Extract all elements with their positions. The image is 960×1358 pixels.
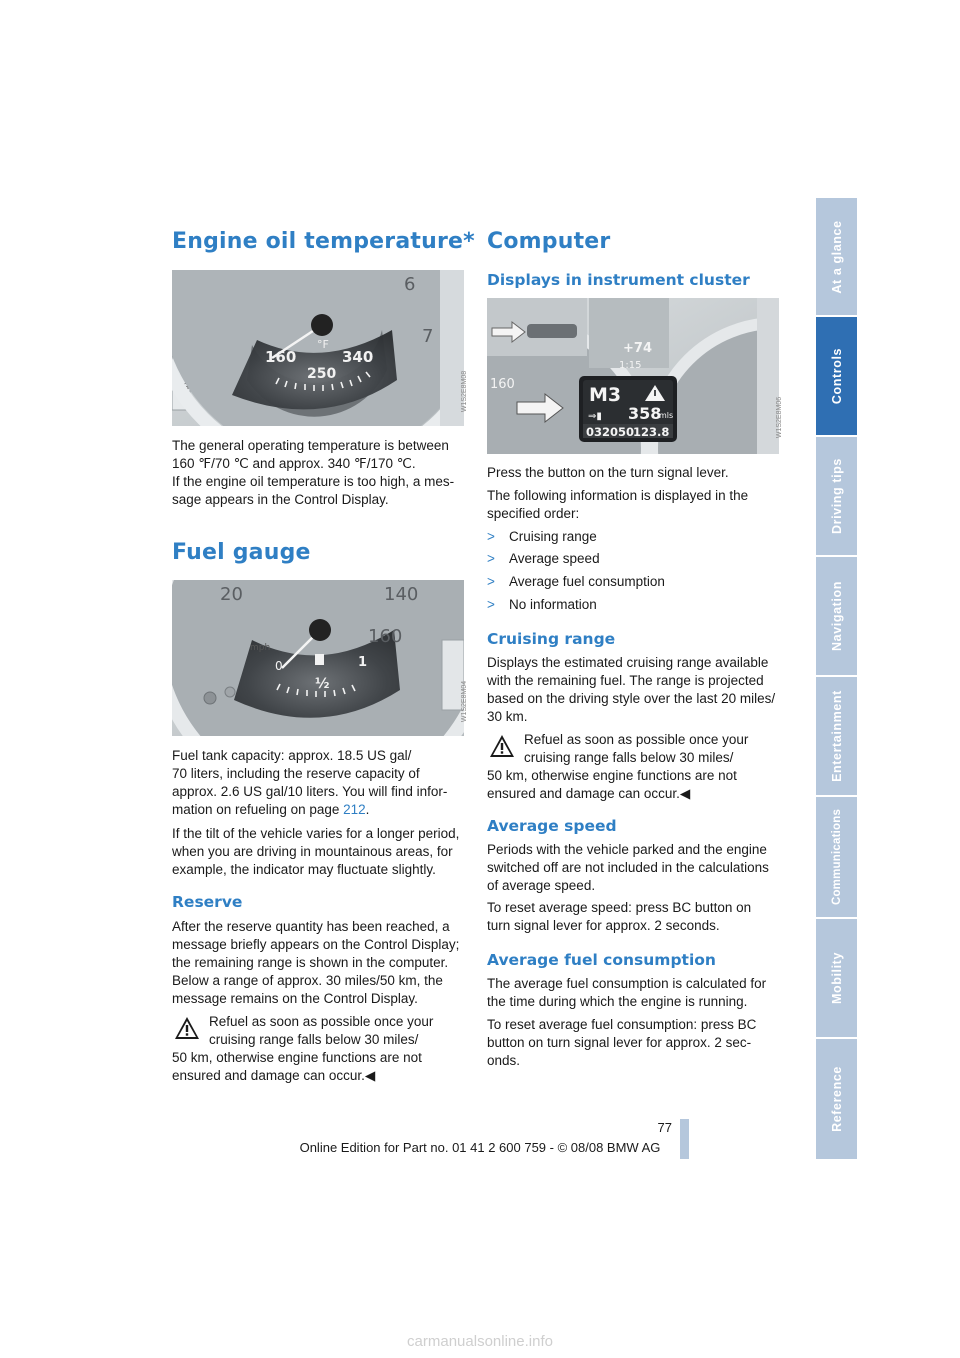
oil-temp-warning-line1: If the engine oil temperature is too high, a mes- [172,474,455,489]
reserve-line3: the remaining range is shown in the computer. [172,955,449,970]
average-speed-heading: Average speed [487,817,617,835]
avgfuel-reset-line3: onds. [487,1053,521,1068]
fuel-gauge-0: 0 [275,659,283,673]
list-item-label: Cruising range [509,529,597,544]
fuel-gauge-1: 1 [358,655,368,670]
cruising-line3: based on the driving style over the last 20 miles/ [487,691,776,706]
cruising-warning-line2: cruising range falls below 30 miles/ [524,750,734,765]
oil-gauge-7: 7 [422,326,434,347]
bullet-marker: > [487,597,495,612]
fuel-gauge-20: 20 [220,584,243,605]
cruising-line1: Displays the estimated cruising range available [487,655,769,670]
fuel-gauge-heading: Fuel gauge [172,540,311,565]
cluster-160: 160 [490,377,515,392]
reserve-line2: message briefly appears on the Control Display; [172,937,460,952]
cruising-warning-line1: Refuel as soon as possible once your [524,732,749,747]
fuel-gauge-160: 160 [368,626,403,647]
displays-in-cluster-heading: Displays in instrument cluster [487,271,750,289]
following-line1: The following information is displayed in the [487,488,749,503]
svg-text:⇒▮: ⇒▮ [588,411,602,422]
warning-triangle-icon [174,1016,200,1040]
oil-gauge-6: 6 [404,274,416,295]
bullet-marker: > [487,529,495,544]
oil-temp-warning-line2: sage appears in the Control Display. [172,492,389,507]
sidebar-tab-label: Reference [829,1066,844,1132]
cluster-odometer: 032050 [586,425,635,439]
computer-heading: Computer [487,229,611,254]
cruising-warning-line4: ensured and damage can occur.◀ [487,786,691,801]
fuel-gauge-svg [172,580,464,736]
fuel-capacity-line2: 70 liters, including the reserve capacity of [172,766,420,781]
period: . [365,802,370,817]
cluster-unit: mls [659,411,674,420]
fuel-capacity-line3: approx. 2.6 US gal/10 liters. You will find infor- [172,784,448,799]
reserve-warning-line3: 50 km, otherwise engine functions are not [172,1050,422,1065]
cruising-range-heading: Cruising range [487,630,616,648]
fuel-gauge-image [172,580,464,736]
page-number: 77 [657,1120,672,1135]
engine-oil-temperature-heading: Engine oil temperature* [172,229,475,254]
fuel-tilt-line2: when you are driving in mountainous areas, for [172,844,453,859]
sidebar-tab-label: Navigation [829,581,844,651]
cluster-range: 358 [628,404,662,423]
bullet-marker: > [487,551,495,566]
sidebar-tab-entertainment[interactable] [816,677,857,795]
cruising-warning-line3: 50 km, otherwise engine functions are not [487,768,737,783]
sidebar-tab-controls[interactable] [816,317,857,435]
oil-gauge-unit: °F [317,338,329,351]
footer-edition-text: Online Edition for Part no. 01 41 2 600 759 - © 08/08 BMW AG [299,1140,661,1155]
oil-gauge-svg [172,270,464,426]
watermark: carmanualsonline.info [407,1333,553,1350]
list-item-label: Average speed [509,551,600,566]
avgspeed-line2: switched off are not included in the calculations [487,860,769,875]
press-button-text: Press the button on the turn signal lever. [487,465,729,480]
fuel-tilt-line3: example, the indicator may fluctuate slightly. [172,862,436,877]
fuel-tilt-line1: If the tilt of the vehicle varies for a longer period, [172,826,460,841]
reserve-warning-line1: Refuel as soon as possible once your [209,1014,434,1029]
page-212-link[interactable]: 212 [343,802,366,817]
sidebar-tab-at-a-glance[interactable] [816,198,857,315]
instrument-cluster-image [487,298,779,454]
sidebar-tab-label: Communications [830,808,843,906]
cluster-trip: 123.8 [633,425,670,439]
warning-triangle-icon [489,734,515,758]
cluster-time: 1:15 [619,360,642,371]
oil-gauge-160: 160 [265,348,297,366]
sidebar-tab-label: Driving tips [829,458,844,534]
oil-temp-range-text: The general operating temperature is between [172,438,449,453]
avgspeed-reset-line1: To reset average speed: press BC button on [487,900,752,915]
fuel-gauge-half: ½ [315,676,330,692]
oil-gauge-250: 250 [307,366,337,382]
list-item-label: No information [509,597,597,612]
cluster-svg [487,298,779,454]
sidebar-tab-label: Controls [829,347,844,405]
image-id: W1S2E8M04 [461,680,469,723]
reserve-line4: Below a range of approx. 30 miles/50 km, the [172,973,443,988]
oil-temp-range-values: 160 ℉/70 ℃ and approx. 340 ℉/170 ℃. [172,456,416,471]
avgfuel-line2: the time during which the engine is running. [487,994,748,1009]
sidebar-tab-driving-tips[interactable] [816,437,857,555]
following-line2: specified order: [487,506,580,521]
oil-temperature-gauge-image [172,270,464,426]
svg-text:3.8: 3.8 [175,382,189,393]
fuel-capacity-line4 [172,801,369,819]
avgfuel-reset-line1: To reset average fuel consumption: press BC [487,1017,757,1032]
image-id: W1S2E8M08 [461,370,469,413]
list-item-label: Average fuel consumption [509,574,665,589]
bullet-marker: > [487,574,495,589]
fuel-capacity-line1: Fuel tank capacity: approx. 18.5 US gal/ [172,748,412,763]
sidebar-tab-label: Mobility [829,951,844,1005]
avgfuel-reset-line2: button on turn signal lever for approx. 2 sec- [487,1035,752,1050]
reserve-heading: Reserve [172,893,243,911]
reserve-warning-line2: cruising range falls below 30 miles/ [209,1032,419,1047]
cruising-line4: 30 km. [487,709,528,724]
avgspeed-line1: Periods with the vehicle parked and the engine [487,842,767,857]
fuel-refuel-ref-text: mation on refueling on page [172,802,344,817]
average-fuel-consumption-heading: Average fuel consumption [487,951,716,969]
sidebar-tab-navigation[interactable] [816,557,857,675]
sidebar-tab-mobility[interactable] [816,919,857,1037]
reserve-warning-line4: ensured and damage can occur.◀ [172,1068,376,1083]
cluster-mode: M3 [589,384,622,406]
sidebar-tab-label: At a glance [829,219,844,294]
reserve-line1: After the reserve quantity has been reached, a [172,919,450,934]
avgfuel-line1: The average fuel consumption is calculated for [487,976,767,991]
cruising-line2: with the remaining fuel. The range is projected [487,673,764,688]
reserve-line5: message remains on the Control Display. [172,991,418,1006]
avgspeed-line3: of average speed. [487,878,596,893]
image-id: W1S2E8M06 [776,396,784,439]
fuel-gauge-mph: mph [250,643,271,653]
cluster-temp: +74 [623,341,652,356]
avgspeed-reset-line2: turn signal lever for approx. 2 seconds. [487,918,720,933]
oil-gauge-340: 340 [342,348,374,366]
sidebar-tab-communications[interactable] [816,797,857,917]
fuel-gauge-140: 140 [384,584,419,605]
sidebar-tab-label: Entertainment [829,690,844,782]
